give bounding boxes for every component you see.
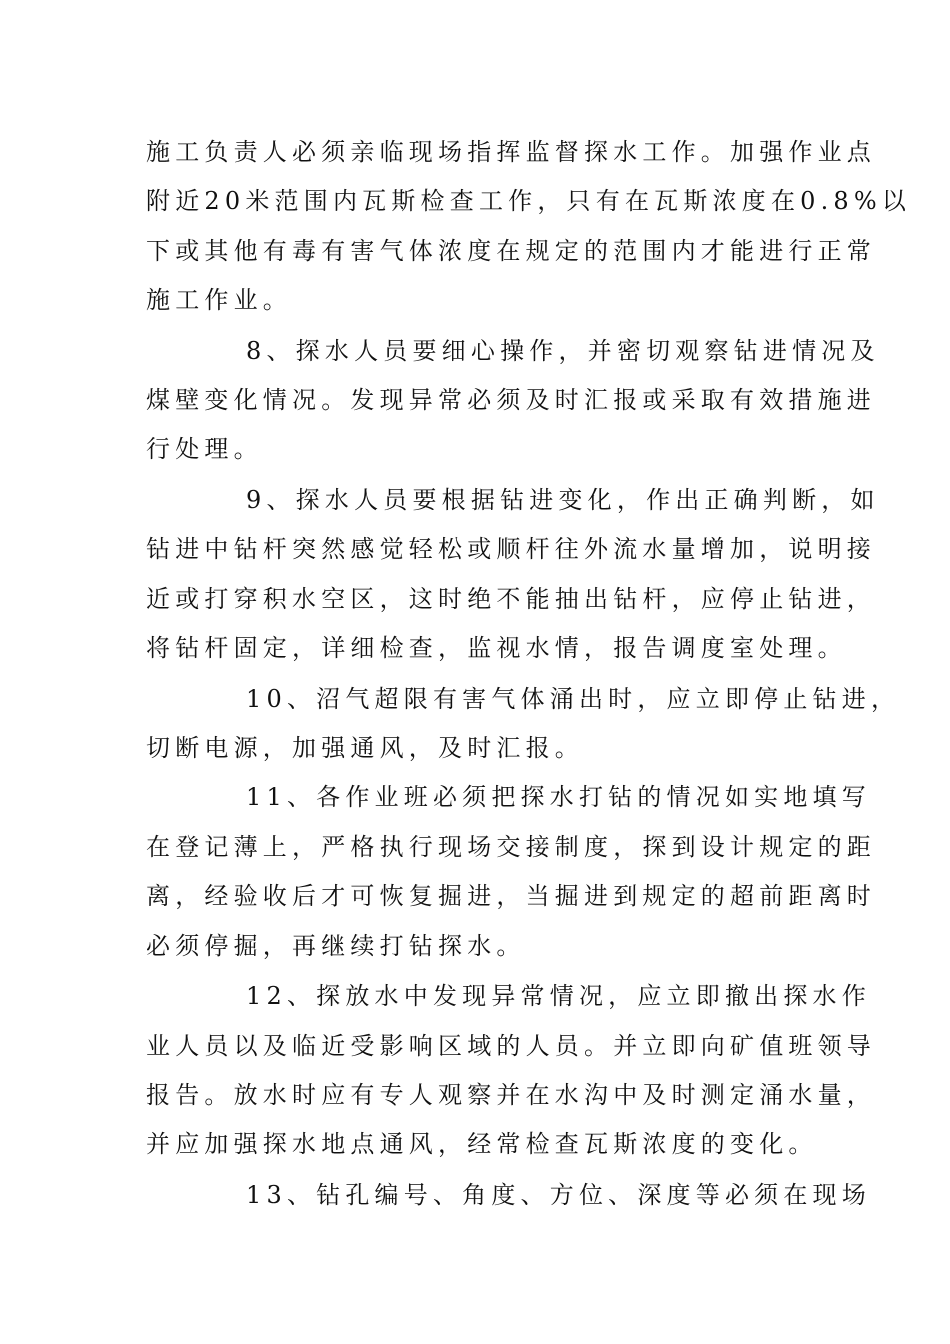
paragraph-11-first-line: 11、各作业班必须把探水打钻的情况如实地填写 xyxy=(246,783,871,811)
text-line: 行处理。 xyxy=(146,435,263,463)
text-line: 煤壁变化情况。发现异常必须及时汇报或采取有效措施进 xyxy=(146,386,876,414)
text-line: 报告。放水时应有专人观察并在水沟中及时测定涌水量， xyxy=(146,1081,876,1109)
text-line: 离，经验收后才可恢复掘进，当掘进到规定的超前距离时 xyxy=(146,882,876,910)
text-line: 业人员以及临近受影响区域的人员。并立即向矿值班领导 xyxy=(146,1032,876,1060)
text-line: 并应加强探水地点通风，经常检查瓦斯浓度的变化。 xyxy=(146,1130,818,1158)
text-line: 必须停掘，再继续打钻探水。 xyxy=(146,932,526,960)
text-line: 近或打穿积水空区，这时绝不能抽出钻杆，应停止钻进， xyxy=(146,585,876,613)
text-line: 下或其他有毒有害气体浓度在规定的范围内才能进行正常 xyxy=(146,237,876,265)
text-line: 钻进中钻杆突然感觉轻松或顺杆往外流水量增加，说明接 xyxy=(146,535,876,563)
paragraph-12-first-line: 12、探放水中发现异常情况，应立即撤出探水作 xyxy=(246,982,871,1010)
paragraph-8-first-line: 8、探水人员要细心操作，并密切观察钻进情况及 xyxy=(246,337,880,365)
paragraph-9-first-line: 9、探水人员要根据钻进变化，作出正确判断，如 xyxy=(246,486,880,514)
text-line: 附近20米范围内瓦斯检查工作，只有在瓦斯浓度在0.8%以 xyxy=(146,187,912,215)
paragraph-13-first-line: 13、钻孔编号、角度、方位、深度等必须在现场 xyxy=(246,1181,871,1209)
text-line: 切断电源，加强通风，及时汇报。 xyxy=(146,734,584,762)
text-line: 将钻杆固定，详细检查，监视水情，报告调度室处理。 xyxy=(146,634,847,662)
text-line: 在登记薄上，严格执行现场交接制度，探到设计规定的距 xyxy=(146,833,876,861)
text-line: 施工负责人必须亲临现场指挥监督探水工作。加强作业点 xyxy=(146,138,876,166)
paragraph-10-first-line: 10、沼气超限有害气体涌出时，应立即停止钻进， xyxy=(246,685,901,713)
text-line: 施工作业。 xyxy=(146,286,292,314)
